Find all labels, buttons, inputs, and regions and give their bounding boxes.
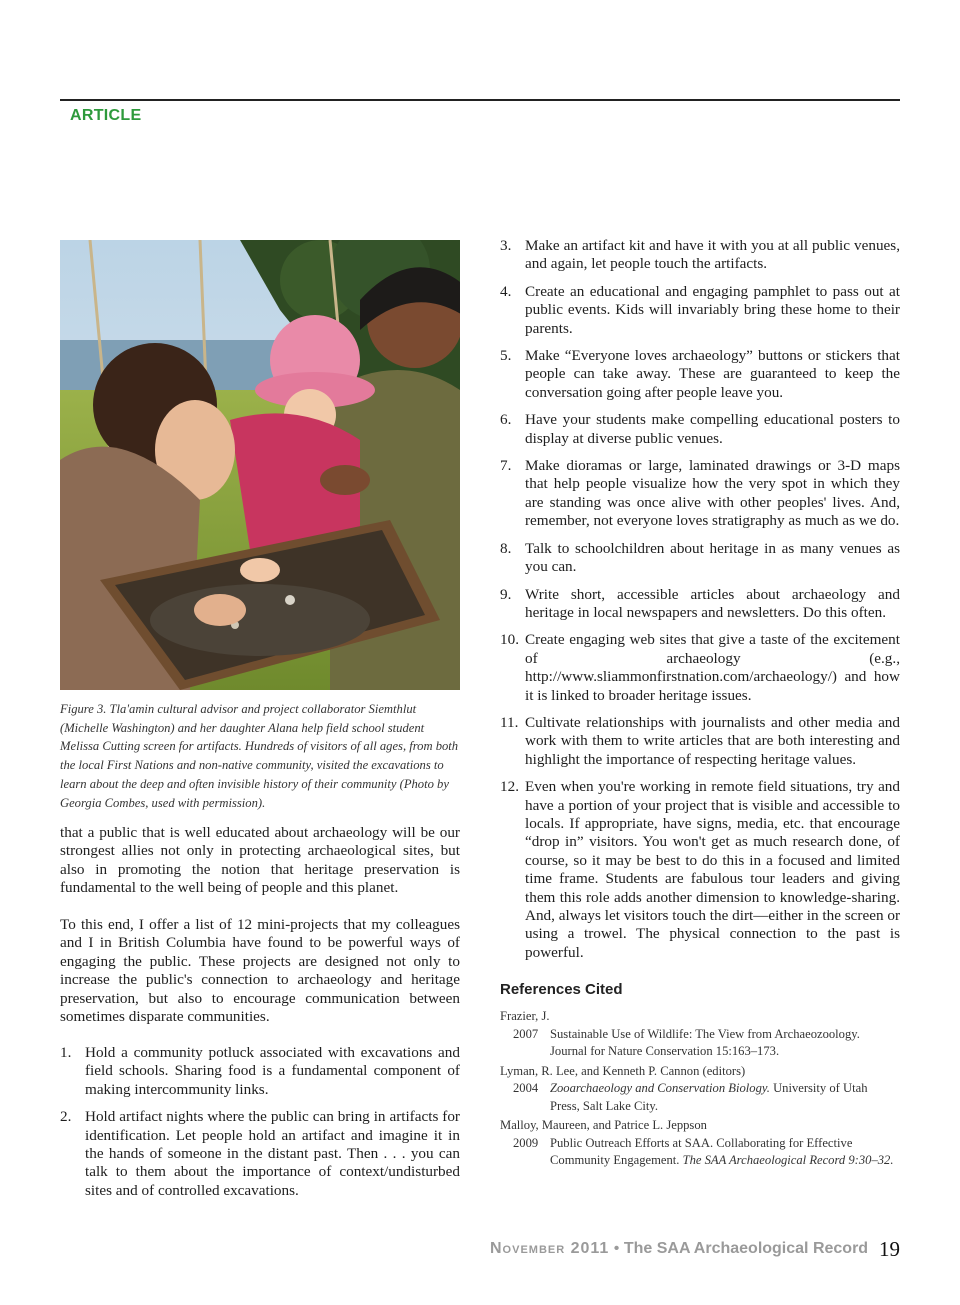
figure-photo	[60, 240, 460, 690]
footer-date: November 2011	[490, 1240, 610, 1257]
list-item	[60, 1108, 460, 1200]
page-footer	[490, 1237, 900, 1261]
figure-caption-text: Figure 3. Tla'amin cultural advisor and project collaborator Siemthlut (Michelle Washington) and her daughter Alana help field school student Melissa Cutting screen for artifacts. Hundreds of visitors of all ages, from both the local First Nations and non-native community, visited the excavations to learn about the deep and often invisible history of their community (Photo by Georgia Combes, used with permission).	[60, 702, 459, 810]
list-item	[500, 714, 900, 769]
reference-title: Zooarchaeology and Conservation Biology.	[550, 1081, 770, 1095]
figure-caption	[60, 700, 460, 812]
list-item-number: 9.	[500, 585, 512, 603]
list-item-number: 3.	[500, 237, 512, 254]
list-item-text: Hold a community potluck associated with excavations and field schools. Sharing food is a fundamental component of making intercommunity links.	[85, 1044, 460, 1098]
list-item-number: 11.	[500, 713, 519, 731]
reference-year: 2007	[513, 1026, 539, 1041]
list-item-number: 1.	[60, 1044, 72, 1061]
body-paragraph-2	[60, 916, 460, 1026]
list-item-number: 4.	[500, 282, 512, 300]
list-item	[60, 1044, 460, 1099]
list-item	[500, 631, 900, 705]
reference-source: University of Utah Press, Salt Lake City.	[550, 1081, 868, 1113]
reference-author: Lyman, R. Lee, and Kenneth P. Cannon (editors)	[500, 1063, 746, 1078]
reference-entry	[500, 1008, 900, 1061]
list-item-number: 6.	[500, 411, 512, 429]
reference-author: Frazier, J.	[500, 1009, 550, 1023]
photo-illustration	[60, 240, 460, 690]
list-item-text: Make “Everyone loves archaeology” buttons or stickers that people can take away. These are guaranteed to keep the conversation going after people leave you.	[525, 347, 900, 401]
list-item-text: Cultivate relationships with journalists and other media and work with them to write articles that are both interesting and highlight the importance of respecting heritage values.	[525, 713, 900, 768]
reference-source: Journal for Nature Conservation 15:163–173.	[550, 1044, 780, 1058]
list-item-number: 8.	[500, 539, 512, 557]
references-list	[500, 1008, 900, 1172]
mini-project-list-right	[500, 237, 900, 971]
list-item-text: Make dioramas or large, laminated drawings or 3-D maps that help people visualize how the very spot in which they are standing was once alive with other peoples' lives. And, remember, not everyone loves stratigraphy as much as we do.	[525, 457, 900, 530]
page-number: 19	[879, 1237, 900, 1261]
list-item-text: Write short, accessible articles about archaeology and heritage in local newspapers and newsletters. Do this often.	[525, 585, 900, 621]
reference-author: Malloy, Maureen, and Patrice L. Jeppson	[500, 1118, 707, 1132]
reference-title: Sustainable Use of Wildlife: The View from Archaeozoology.	[550, 1026, 860, 1041]
list-item-number: 10.	[500, 631, 519, 649]
references-heading: References Cited	[500, 981, 623, 998]
list-item-text: Create engaging web sites that give a taste of the excitement of archaeology (e.g., http://www.sliammonfirstnation.com/archaeology/) and how it is linked to broader heritage issues.	[525, 631, 900, 704]
reference-year: 2004	[513, 1081, 539, 1095]
list-item	[500, 283, 900, 338]
body-paragraph-1	[60, 824, 460, 898]
list-item-number: 7.	[500, 457, 512, 475]
list-item	[500, 237, 900, 274]
reference-source: The SAA Archaeological Record 9:30–32.	[682, 1153, 894, 1167]
list-item	[500, 778, 900, 962]
list-item-text: Even when you're working in remote field situations, try and have a portion of your project that is visible and accessible to locals. If appropriate, have signs, media, etc. that encourage “drop in” visitors. You won't get as much research done, of course, so it may be best to do this in a focused and limited time frame. Students are fabulous tour leaders and giving them this role adds another dimension to knowledge-sharing. And, always let visitors touch the dirt—either in the screen or using a trowel. The physical connection to the past is powerful.	[525, 778, 900, 961]
list-item-text: Have your students make compelling educational posters to display at diverse public venues.	[525, 411, 900, 447]
header-rule	[60, 99, 900, 101]
section-label: ARTICLE	[70, 107, 142, 124]
list-item	[500, 457, 900, 531]
list-item	[500, 347, 900, 402]
reference-entry	[500, 1063, 900, 1116]
list-item-number: 2.	[60, 1108, 72, 1126]
footer-bullet: •	[613, 1240, 620, 1257]
mini-project-list-left	[60, 1044, 460, 1209]
reference-title: Public Outreach Efforts at SAA. Collaborating for Effective Community Engagement.	[550, 1135, 853, 1167]
list-item-number: 5.	[500, 347, 512, 365]
footer-journal: The SAA Archaeological Record	[623, 1240, 869, 1257]
list-item	[500, 586, 900, 623]
list-item	[500, 540, 900, 577]
list-item-text: Create an educational and engaging pamphlet to pass out at public events. Kids will invariably bring these home to their parents.	[525, 282, 900, 337]
paragraph-text: To this end, I offer a list of 12 mini-projects that my colleagues and I in British Columbia have found to be powerful ways of engaging the public. These projects are designed not only to increase the public's connection to archaeology and heritage preservation, but also to encourage communication between sometimes disparate communities.	[60, 916, 460, 1026]
paragraph-text: that a public that is well educated about archaeology will be our strongest allies not only in protecting archaeological sites, but also in promoting the notion that heritage preservation is fundamental to the well being of people and this planet.	[60, 824, 460, 897]
list-item-text: Talk to schoolchildren about heritage in as many venues as you can.	[525, 539, 900, 576]
reference-entry	[500, 1117, 900, 1170]
list-item-text: Make an artifact kit and have it with you at all public venues, and again, let people touch the artifacts.	[525, 237, 900, 273]
list-item-number: 12.	[500, 778, 519, 796]
list-item-text: Hold artifact nights where the public can bring in artifacts for identification. Let people hold an artifact and imagine it in the hands of someone in the distant past. Then . . . you can talk to them about the importance of context/undisturbed sites and of controlled excavations.	[85, 1108, 460, 1199]
reference-year: 2009	[513, 1135, 539, 1150]
list-item	[500, 411, 900, 448]
